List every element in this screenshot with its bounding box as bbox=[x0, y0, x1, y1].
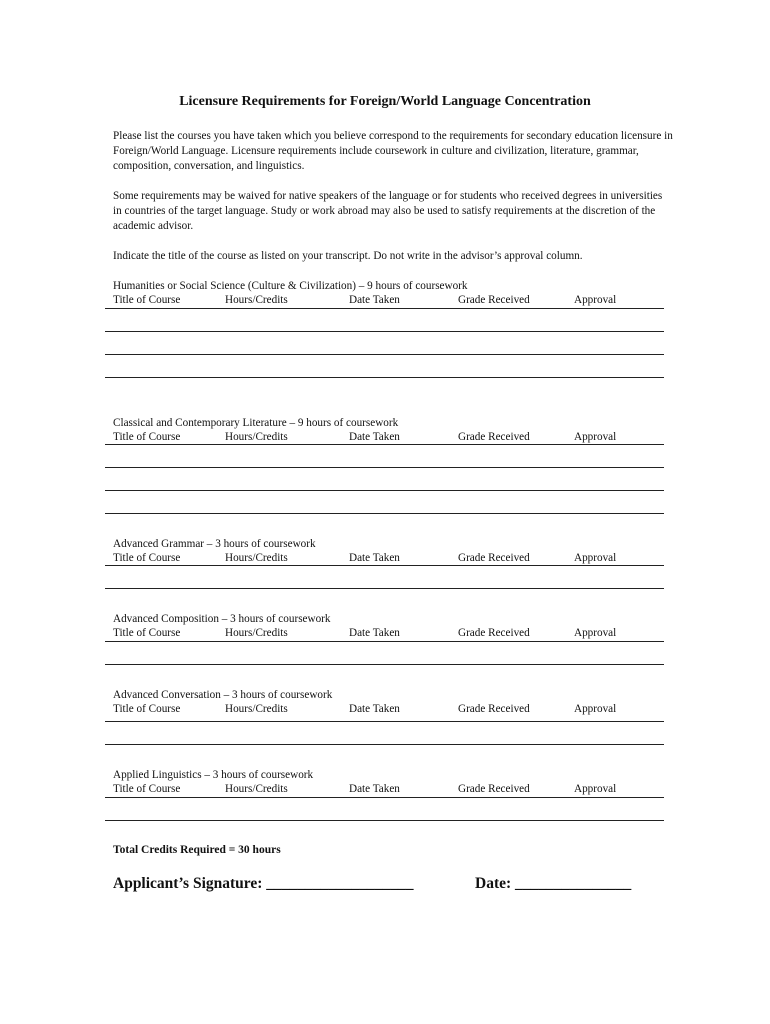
col-title-of-course: Title of Course bbox=[113, 294, 181, 306]
col-title-of-course: Title of Course bbox=[113, 552, 181, 564]
applicant-signature-field[interactable]: Applicant’s Signature: ___________________ bbox=[113, 875, 414, 892]
entry-line[interactable] bbox=[105, 490, 664, 491]
col-date-taken: Date Taken bbox=[349, 552, 400, 564]
col-approval: Approval bbox=[574, 783, 617, 795]
entry-line[interactable] bbox=[105, 744, 664, 745]
entry-line[interactable] bbox=[105, 721, 664, 722]
entry-line[interactable] bbox=[105, 331, 664, 332]
col-hours-credits: Hours/Credits bbox=[225, 703, 288, 715]
col-title-of-course: Title of Course bbox=[113, 703, 181, 715]
col-grade-received: Grade Received bbox=[458, 627, 530, 639]
col-hours-credits: Hours/Credits bbox=[225, 294, 288, 306]
col-date-taken: Date Taken bbox=[349, 703, 400, 715]
entry-line[interactable] bbox=[105, 588, 664, 589]
col-approval: Approval bbox=[574, 627, 617, 639]
entry-line[interactable] bbox=[105, 820, 664, 821]
entry-line[interactable] bbox=[105, 664, 664, 665]
col-grade-received: Grade Received bbox=[458, 783, 530, 795]
intro-paragraph-3: Indicate the title of the course as listed on your transcript. Do not write in the advisor’s approval column. bbox=[113, 250, 583, 262]
col-date-taken: Date Taken bbox=[349, 294, 400, 306]
entry-line[interactable] bbox=[105, 565, 664, 566]
entry-line[interactable] bbox=[105, 467, 664, 468]
col-date-taken: Date Taken bbox=[349, 783, 400, 795]
col-hours-credits: Hours/Credits bbox=[225, 552, 288, 564]
col-title-of-course: Title of Course bbox=[113, 627, 181, 639]
col-approval: Approval bbox=[574, 552, 617, 564]
col-date-taken: Date Taken bbox=[349, 431, 400, 443]
col-hours-credits: Hours/Credits bbox=[225, 627, 288, 639]
col-title-of-course: Title of Course bbox=[113, 431, 181, 443]
col-hours-credits: Hours/Credits bbox=[225, 783, 288, 795]
col-date-taken: Date Taken bbox=[349, 627, 400, 639]
entry-line[interactable] bbox=[105, 354, 664, 355]
page-title: Licensure Requirements for Foreign/World Language Concentration bbox=[179, 94, 591, 109]
section-title: Advanced Conversation – 3 hours of coursework bbox=[113, 689, 333, 701]
col-grade-received: Grade Received bbox=[458, 703, 530, 715]
section-title: Advanced Composition – 3 hours of coursework bbox=[113, 613, 331, 625]
entry-line[interactable] bbox=[105, 797, 664, 798]
col-approval: Approval bbox=[574, 703, 617, 715]
col-hours-credits: Hours/Credits bbox=[225, 431, 288, 443]
total-credits: Total Credits Required = 30 hours bbox=[113, 844, 281, 856]
col-grade-received: Grade Received bbox=[458, 552, 530, 564]
section-title: Classical and Contemporary Literature – 9 hours of coursework bbox=[113, 417, 399, 429]
intro-paragraph-2: Some requirements may be waived for native speakers of the language or for students who received degrees in universities in countries of the target language. Study or work abroad may also be used to satisfy requirements at the discretion of the academic advisor. bbox=[113, 190, 663, 232]
section-title: Applied Linguistics – 3 hours of coursework bbox=[113, 769, 314, 781]
col-approval: Approval bbox=[574, 431, 617, 443]
col-approval: Approval bbox=[574, 294, 617, 306]
intro-paragraph-1: Please list the courses you have taken which you believe correspond to the requirements for secondary education licensure in Foreign/World Language. Licensure requirements include coursework in culture and civilization, literature, grammar, composition, conversation, and linguistics. bbox=[113, 130, 673, 172]
entry-line[interactable] bbox=[105, 444, 664, 445]
col-title-of-course: Title of Course bbox=[113, 783, 181, 795]
section-title: Humanities or Social Science (Culture & Civilization) – 9 hours of coursework bbox=[113, 280, 468, 292]
date-field[interactable]: Date: _______________ bbox=[475, 875, 632, 892]
entry-line[interactable] bbox=[105, 641, 664, 642]
col-grade-received: Grade Received bbox=[458, 431, 530, 443]
entry-line[interactable] bbox=[105, 513, 664, 514]
col-grade-received: Grade Received bbox=[458, 294, 530, 306]
entry-line[interactable] bbox=[105, 377, 664, 378]
section-title: Advanced Grammar – 3 hours of coursework bbox=[113, 538, 316, 550]
entry-line[interactable] bbox=[105, 308, 664, 309]
